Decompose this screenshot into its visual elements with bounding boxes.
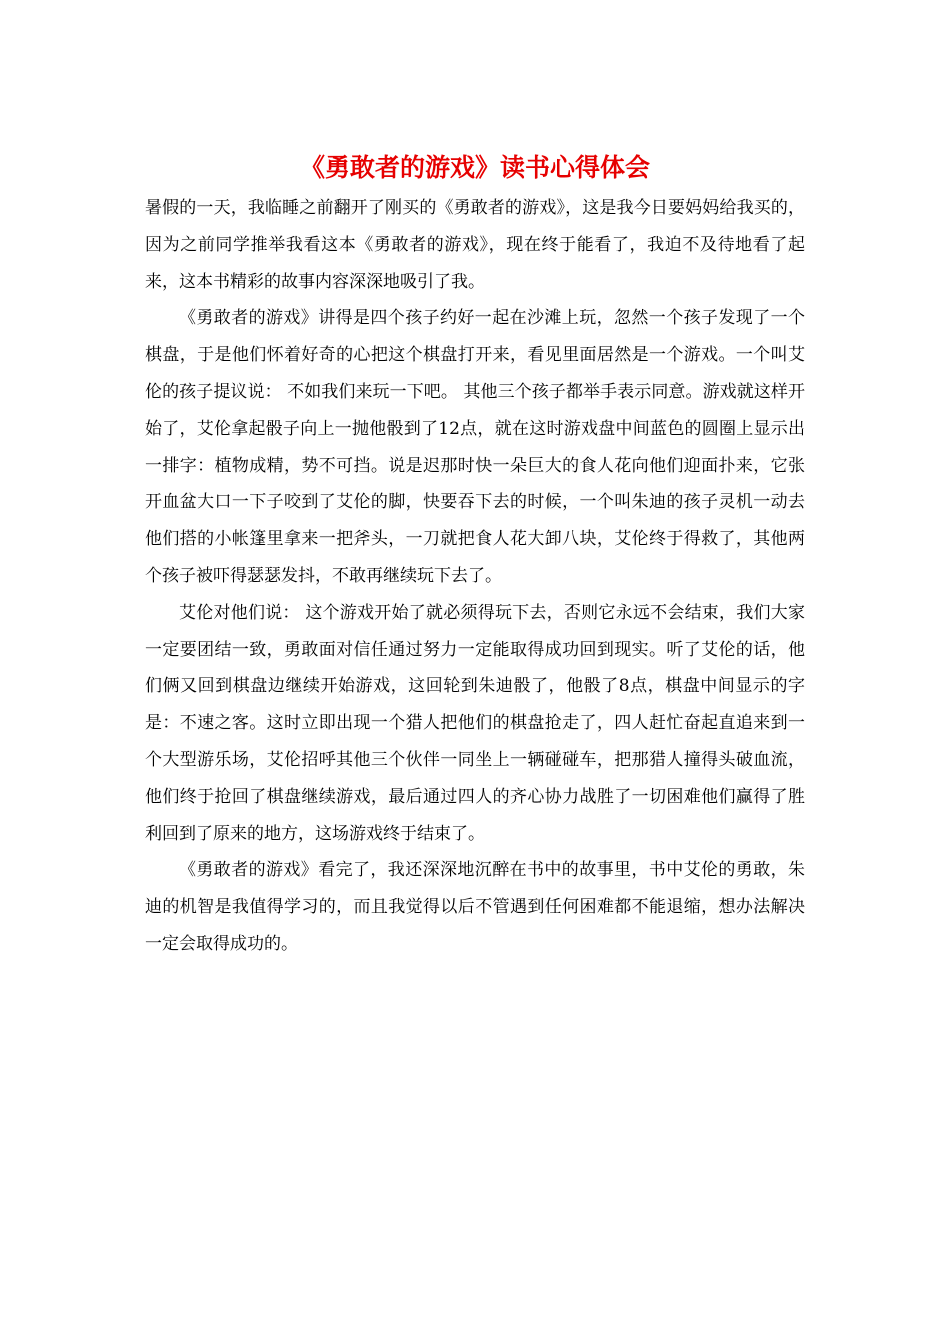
paragraph-4: 《勇敢者的游戏》看完了，我还深深地沉醉在书中的故事里，书中艾伦的勇敢，朱迪的机智是我值得学习的，而且我觉得以后不管遇到任何困难都不能退缩，想办法解决一定会取得成功的。	[145, 860, 805, 954]
paragraph-2: 《勇敢者的游戏》讲得是四个孩子约好一起在沙滩上玩，忽然一个孩子发现了一个棋盘，于是他们怀着好奇的心把这个棋盘打开来，看见里面居然是一个游戏。一个叫艾伦的孩子提议说： 不如我们来玩一下吧。 其他三个孩子都举手表示同意。游戏就这样开始了，艾伦拿起骰子向上一抛他骰到了12点，就在这时游戏盘中间蓝色的圆圈上显示出一排字：植物成精，势不可挡。说是迟那时快一朵巨大的食人花向他们迎面扑来，它张开血盆大口一下子咬到了艾伦的脚，快要吞下去的时候，一个叫朱迪的孩子灵机一动去他们搭的小帐篷里拿来一把斧头，一刀就把食人花大卸八块，艾伦终于得救了，其他两个孩子被吓得瑟瑟发抖，不敢再继续玩下去了。	[145, 308, 805, 586]
document-title: 《勇敢者的游戏》读书心得体会	[299, 153, 650, 182]
paragraph-1: 暑假的一天，我临睡之前翻开了刚买的《勇敢者的游戏》，这是我今日要妈妈给我买的，因为之前同学推举我看这本《勇敢者的游戏》，现在终于能看了，我迫不及待地看了起来，这本书精彩的故事内容深深地吸引了我。	[145, 198, 805, 292]
paragraph-3: 艾伦对他们说： 这个游戏开始了就必须得玩下去，否则它永远不会结束，我们大家一定要团结一致，勇敢面对信任通过努力一定能取得成功回到现实。听了艾伦的话，他们俩又回到棋盘边继续开始游戏，这回轮到朱迪骰了，他骰了8点，棋盘中间显示的字是：不速之客。这时立即出现一个猎人把他们的棋盘抢走了，四人赶忙奋起直追来到一个大型游乐场，艾伦招呼其他三个伙伴一同坐上一辆碰碰车，把那猎人撞得头破血流，他们终于抢回了棋盘继续游戏，最后通过四人的齐心协力战胜了一切困难他们赢得了胜利回到了原来的地方，这场游戏终于结束了。	[145, 602, 805, 844]
document-body	[145, 190, 805, 963]
